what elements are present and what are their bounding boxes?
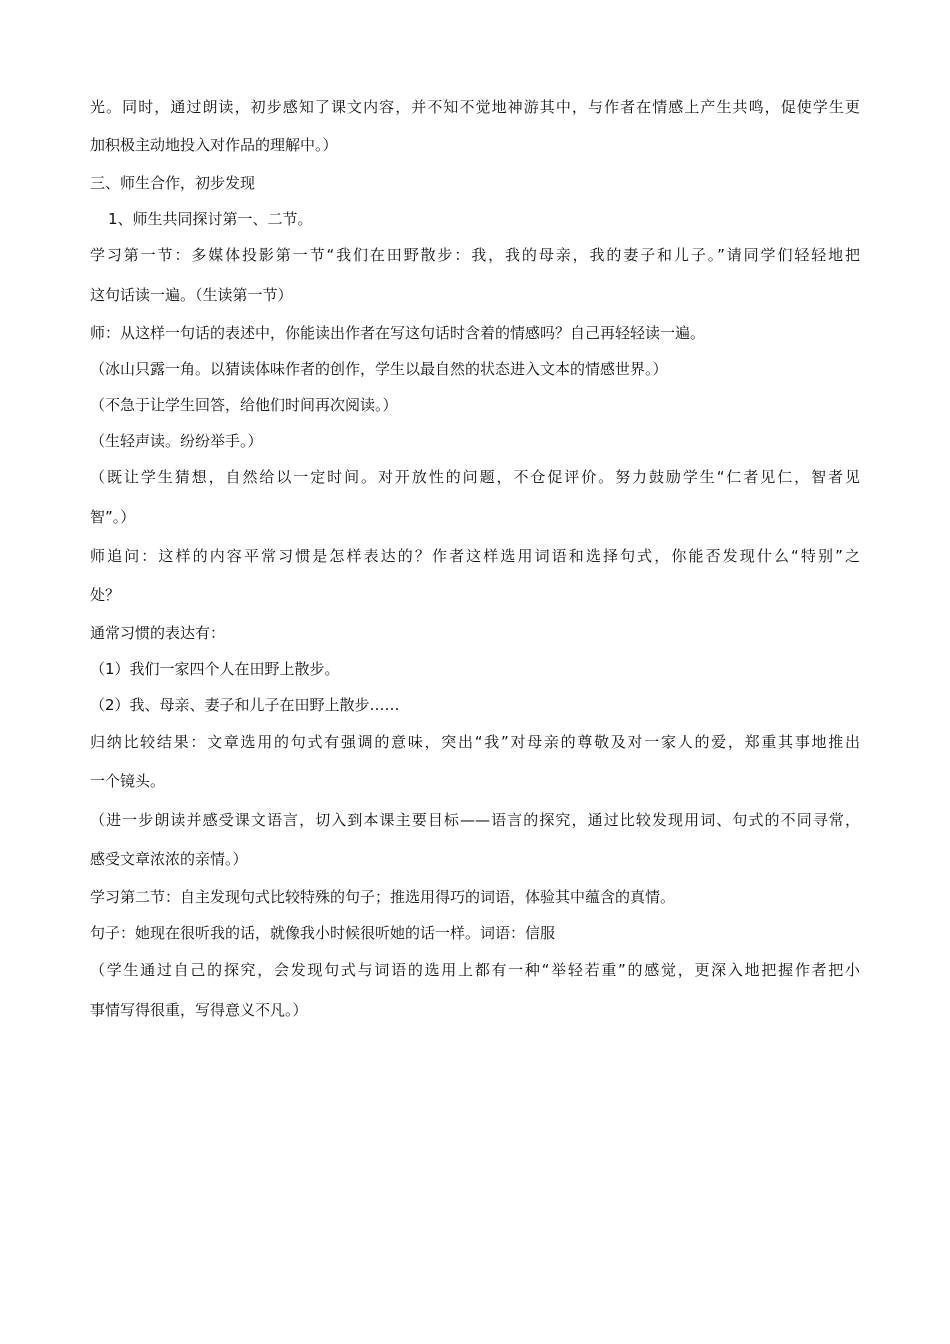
paragraph-line: 学习第一节：多媒体投影第一节“我们在田野散步：我，我的母亲，我的妻子和儿子。”请同学们轻轻地把 bbox=[90, 246, 860, 264]
paragraph-line: 师追问：这样的内容平常习惯是怎样表达的？作者这样选用词语和选择句式，你能否发现什么“特别”之 bbox=[90, 547, 860, 565]
annotation-line: （生轻声读。纷纷举手。） bbox=[90, 432, 263, 450]
annotation-line: 事情写得很重，写得意义不凡。） bbox=[90, 1001, 308, 1019]
list-item: （1）我们一家四个人在田野上散步。 bbox=[90, 660, 340, 678]
paragraph-line: 学习第二节：自主发现句式比较特殊的句子；推选用得巧的词语，体验其中蕴含的真情。 bbox=[90, 888, 676, 906]
paragraph-line: 处？ bbox=[90, 586, 121, 604]
list-item: （2）我、母亲、妻子和儿子在田野上散步…… bbox=[90, 696, 400, 714]
paragraph-line: 一个镜头。 bbox=[90, 772, 166, 790]
annotation-line: 智”。） bbox=[90, 508, 136, 526]
annotation-line: （进一步朗读并感受课文语言，切入到本课主要目标——语言的探究，通过比较发现用词、句式的不同寻常， bbox=[90, 811, 860, 829]
annotation-line: 感受文章浓浓的亲情。） bbox=[90, 850, 248, 868]
paragraph-line: 这句话读一遍。（生读第一节） bbox=[90, 286, 293, 304]
paragraph-line: 句子：她现在很听我的话，就像我小时候很听她的话一样。词语：信服 bbox=[90, 924, 556, 942]
annotation-line: （学生通过自己的探究，会发现句式与词语的选用上都有一种“举轻若重”的感觉，更深入地把握作者把小 bbox=[90, 961, 860, 979]
annotation-line: （既让学生猜想，自然给以一定时间。对开放性的问题，不仓促评价。努力鼓励学生“仁者见仁，智者见 bbox=[90, 468, 860, 486]
paragraph-line: 加积极主动地投入对作品的理解中。） bbox=[90, 136, 338, 154]
paragraph-line: 光。同时，通过朗读，初步感知了课文内容，并不知不觉地神游其中，与作者在情感上产生共鸣，促使学生更 bbox=[90, 98, 860, 116]
paragraph-line: 师：从这样一句话的表述中，你能读出作者在写这句话时含着的情感吗？自己再轻轻读一遍。 bbox=[90, 324, 706, 342]
annotation-line: （不急于让学生回答，给他们时间再次阅读。） bbox=[90, 396, 398, 414]
section-heading: 三、师生合作，初步发现 bbox=[90, 174, 256, 192]
paragraph-line: 通常习惯的表达有： bbox=[90, 624, 226, 642]
subsection-heading: 1、师生共同探讨第一、二节。 bbox=[108, 210, 313, 228]
annotation-line: （冰山只露一角。以猜读体味作者的创作，学生以最自然的状态进入文本的情感世界。） bbox=[90, 360, 668, 378]
paragraph-line: 归纳比较结果：文章选用的句式有强调的意味，突出“我”对母亲的尊敬及对一家人的爱，郑重其事地推出 bbox=[90, 733, 860, 751]
